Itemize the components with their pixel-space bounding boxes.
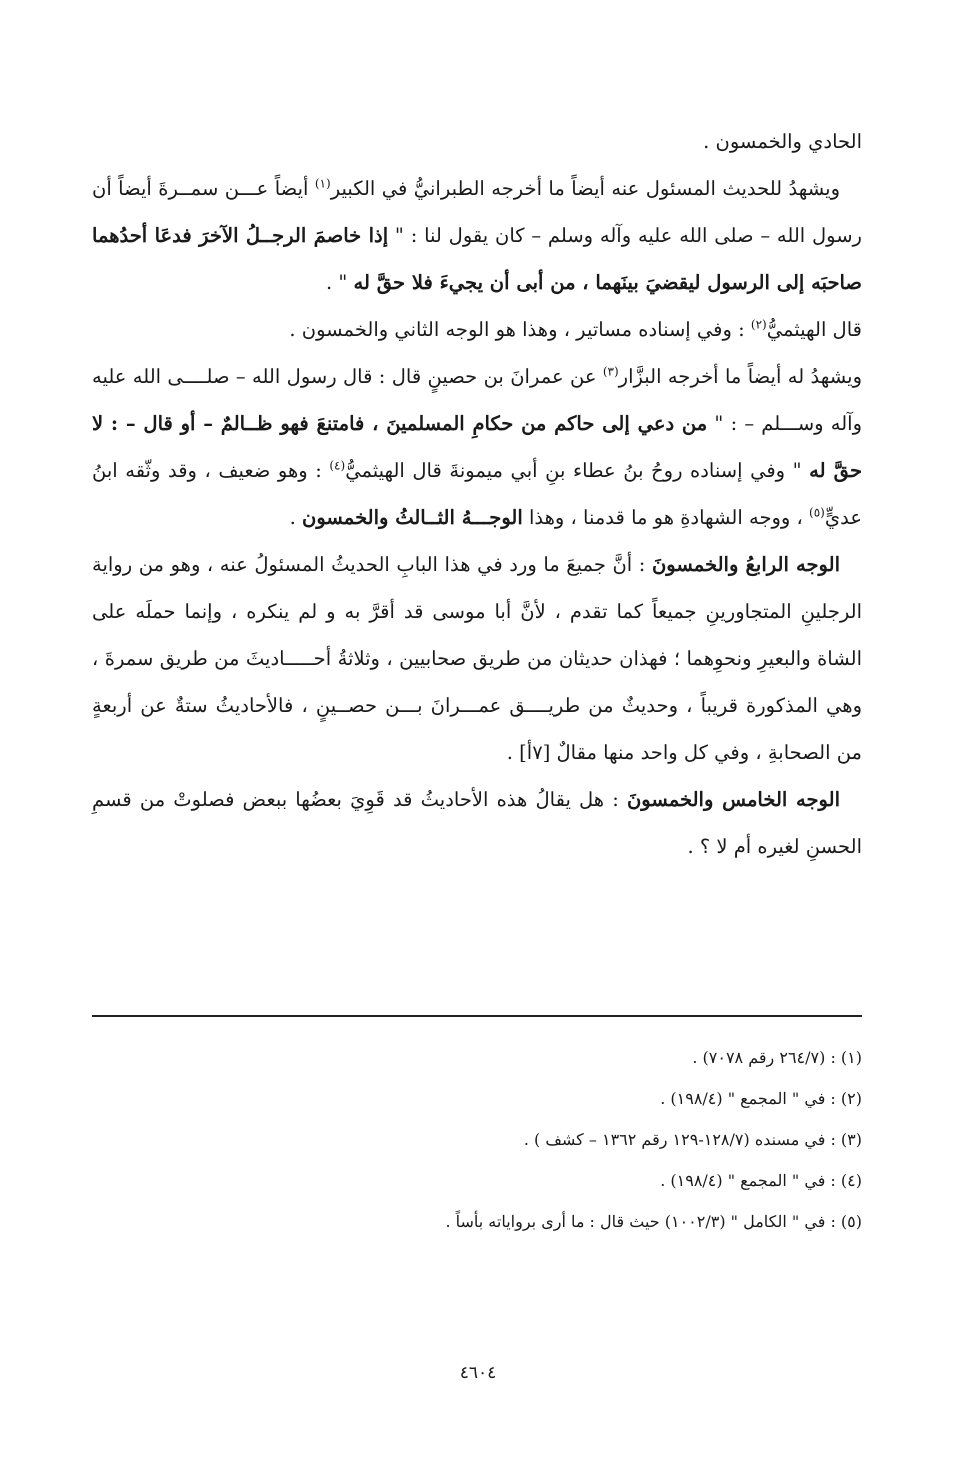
paragraph-text: قال الهيثميُّ — [766, 318, 862, 341]
paragraph-text: : وفي إسناده مساتير ، وهذا هو الوجه الثاني والخمسون . — [289, 318, 751, 341]
paragraph-text: أيضاً عـــن سمــرةَ أيضاً أن رسول الله – صلى الله عليه وآله وسلم – كان يقول لنا : " — [92, 177, 862, 247]
paragraph-text: " . — [325, 271, 354, 294]
footnote-marker: (٥) — [809, 505, 825, 520]
emphasized-text: الوجـــهُ الثــالثُ والخمسون — [302, 506, 523, 529]
paragraph-text: عن عمرانَ بن حصينٍ قال : قال رسول الله – صلــــى الله عليه وآله وســـلم – : " — [92, 365, 863, 435]
footnote-marker: (١) — [314, 176, 331, 191]
paragraph — [92, 776, 862, 870]
paragraph-text: " وفي إسناده روحُ بنُ عطاء بنِ أبي ميمونةَ قال الهيثميُّ — [345, 459, 810, 482]
paragraph — [92, 165, 862, 306]
footnotes-section — [92, 1037, 862, 1242]
emphasized-text: الوجه الخامس والخمسونَ — [626, 788, 840, 811]
footnote: (٣) : في مسنده (١٢٨/٧-١٢٩ رقم ١٣٦٢ – كشف ) . — [523, 1130, 862, 1149]
paragraph-text: : وهو ضعيف ، وقد وثّقه ابنُ عديٍّ — [92, 459, 862, 529]
main-text — [92, 118, 862, 870]
paragraph-text: : هل يقالُ هذه الأحاديثُ قد قَوِيَ بعضُها ببعض فصلوتْ من قسمِ الحسنِ لغيره أم لا ؟ . — [92, 788, 862, 858]
paragraph — [92, 541, 862, 776]
paragraph-text: الحادي والخمسون . — [703, 130, 862, 153]
footnote-divider — [92, 1015, 862, 1017]
footnote: (٤) : في " المجمع " (١٩٨/٤) . — [660, 1171, 862, 1190]
footnote-marker: (٤) — [329, 458, 346, 473]
paragraph-text: ويشهدُ له أيضاً ما أخرجه البزَّار — [618, 365, 862, 388]
paragraph-text: ويشهدُ للحديث المسئول عنه أيضاً ما أخرجه الطبرانيُّ في الكبير — [330, 177, 840, 200]
footnote: (١) : (٢٦٤/٧ رقم ٧٠٧٨) . — [692, 1048, 862, 1067]
paragraph-text: ، ووجه الشهادةِ هو ما قدمنا ، وهذا — [522, 506, 810, 529]
emphasized-text: الوجه الرابعُ والخمسونَ — [651, 553, 840, 576]
footnote: (٥) : في " الكامل " (١٠٠٢/٣) حيث قال : ما أرى برواياته بأساً . — [445, 1212, 862, 1231]
paragraph — [92, 118, 862, 165]
footnote-marker: (٣) — [602, 364, 619, 379]
paragraph — [92, 353, 862, 541]
footnote-marker: (٢) — [750, 317, 767, 332]
paragraph-text: . — [289, 506, 302, 529]
emphasized-text: من دعي إلى حاكم من حكامِ المسلمينَ ، فامتنعَ فهو ظــالمٌ – أو قال – : لا حقَّ له — [92, 412, 862, 482]
paragraph — [92, 306, 862, 353]
footnote: (٢) : في " المجمع " (١٩٨/٤) . — [660, 1089, 862, 1108]
emphasized-text: إذا خاصمَ الرجــلُ الآخرَ فدعَا أحدُهما صاحبَه إلى الرسول ليقضيَ بينَهما ، من أبى أن يجيءَ فلا حقَّ له — [92, 224, 862, 294]
paragraph-text: : أنَّ جميعَ ما ورد في هذا البابِ الحديثُ المسئولُ عنه ، وهو من رواية الرجلينِ المتجاورينِ جميعاً كما تقدم ، لأنَّ أبا موسى قد أقرَّ به و لم ينكره ، وإنما حملَه على الشاة والبعيرِ ونحوِهما ؛ فهذان حديثان من طريق صحابيين ، وثلاثةُ أحـــــاديثَ من طريق سمرةَ ، وهي المذكورة قريباً ، وحديثٌ من طريــــق عمـــرانَ بـــن حصــينٍ ، فالأحاديثُ ستةٌ عن أربعةٍ من الصحابةِ ، وفي كل واحد منها مقالٌ [٧أ] . — [92, 553, 862, 764]
page-number: ٤٦٠٤ — [459, 1363, 497, 1383]
